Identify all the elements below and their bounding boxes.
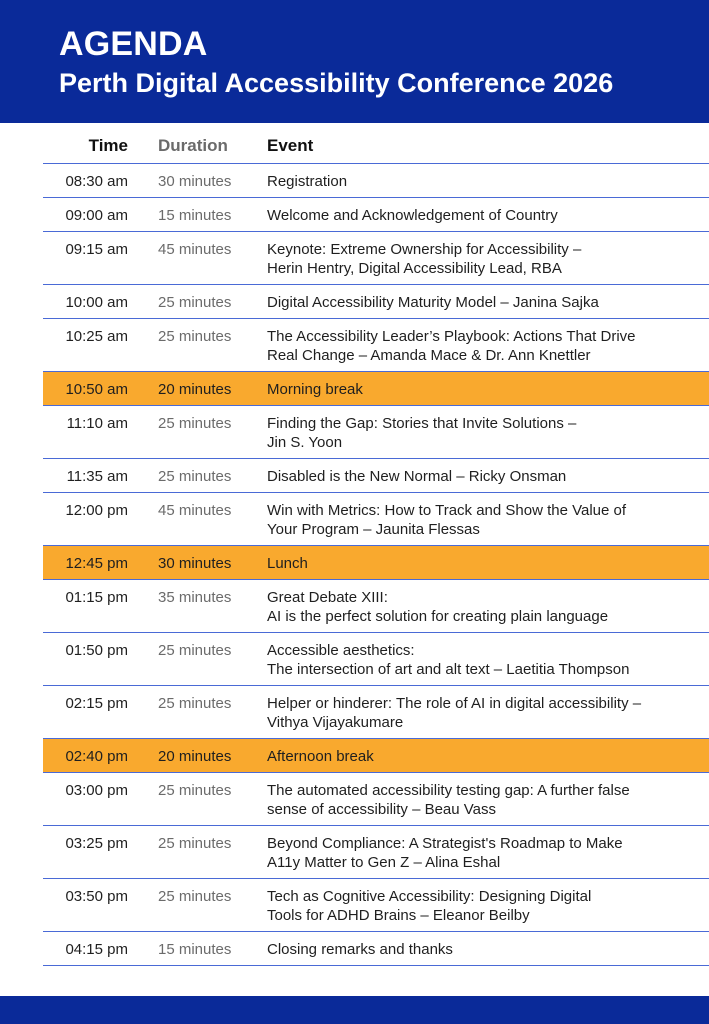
row-event-line: Vithya Vijayakumare	[267, 714, 404, 731]
row-event	[267, 887, 687, 925]
row-duration: 45 minutes	[158, 241, 232, 258]
row-time: 09:00 am	[65, 207, 128, 224]
row-duration: 45 minutes	[158, 502, 232, 519]
agenda-table-body	[43, 164, 709, 966]
row-event-line: Closing remarks and thanks	[267, 941, 453, 958]
agenda-row-break	[43, 546, 709, 580]
row-event-line: Your Program – Jaunita Flessas	[267, 521, 480, 538]
row-time: 03:00 pm	[65, 782, 128, 799]
row-duration: 30 minutes	[158, 173, 232, 190]
row-event	[267, 747, 687, 766]
row-event	[267, 206, 687, 225]
row-time: 03:25 pm	[65, 835, 128, 852]
row-time: 04:15 pm	[65, 941, 128, 958]
agenda-row	[43, 773, 709, 826]
row-event	[267, 240, 687, 278]
row-event	[267, 940, 687, 959]
row-time: 12:00 pm	[65, 502, 128, 519]
row-event-line: Keynote: Extreme Ownership for Accessibility –	[267, 241, 582, 258]
agenda-row	[43, 459, 709, 493]
row-event-line: Morning break	[267, 381, 363, 398]
row-event-line: Jin S. Yoon	[267, 434, 343, 451]
agenda-row	[43, 686, 709, 739]
column-header-event: Event	[267, 136, 314, 155]
row-event	[267, 293, 687, 312]
row-duration: 25 minutes	[158, 642, 232, 659]
row-time: 09:15 am	[65, 241, 128, 258]
row-event	[267, 694, 687, 732]
row-time: 01:50 pm	[65, 642, 128, 659]
row-time: 11:10 am	[66, 415, 128, 432]
row-time: 10:50 am	[65, 381, 128, 398]
agenda-row	[43, 879, 709, 932]
row-duration: 35 minutes	[158, 589, 232, 606]
row-event-line: Digital Accessibility Maturity Model – Janina Sajka	[267, 294, 599, 311]
row-duration: 25 minutes	[158, 695, 232, 712]
row-event-line: A11y Matter to Gen Z – Alina Eshal	[267, 854, 501, 871]
row-duration: 25 minutes	[158, 888, 232, 905]
row-event	[267, 834, 687, 872]
row-event-line: sense of accessibility – Beau Vass	[267, 801, 497, 818]
row-time: 11:35 am	[66, 468, 128, 485]
agenda-table-header	[43, 126, 709, 164]
row-event	[267, 554, 687, 573]
row-event-line: Disabled is the New Normal – Ricky Onsman	[267, 468, 567, 485]
row-time: 03:50 pm	[65, 888, 128, 905]
row-duration: 25 minutes	[158, 294, 232, 311]
row-event-line: Registration	[267, 173, 348, 190]
agenda-row	[43, 164, 709, 198]
row-event	[267, 327, 687, 365]
row-duration: 25 minutes	[158, 328, 232, 345]
agenda-row	[43, 198, 709, 232]
row-event-line: AI is the perfect solution for creating plain language	[267, 608, 609, 625]
row-event-line: Tech as Cognitive Accessibility: Designing Digital	[267, 888, 592, 905]
row-duration: 25 minutes	[158, 835, 232, 852]
row-event-line: Real Change – Amanda Mace & Dr. Ann Knettler	[267, 347, 591, 364]
agenda-row	[43, 232, 709, 285]
row-event	[267, 414, 687, 452]
row-event-line: Win with Metrics: How to Track and Show the Value of	[267, 502, 627, 519]
row-duration: 20 minutes	[158, 381, 232, 398]
row-duration: 15 minutes	[158, 207, 232, 224]
page-subtitle: Perth Digital Accessibility Conference 2026	[59, 68, 614, 98]
page-title: AGENDA	[59, 25, 208, 63]
row-event-line: Finding the Gap: Stories that Invite Solutions –	[267, 415, 577, 432]
row-event-line: Welcome and Acknowledgement of Country	[267, 207, 558, 224]
row-event-line: Tools for ADHD Brains – Eleanor Beilby	[267, 907, 530, 924]
column-header-duration: Duration	[158, 136, 228, 155]
agenda-row	[43, 406, 709, 459]
row-event-line: Herin Hentry, Digital Accessibility Lead, RBA	[267, 260, 562, 277]
agenda-row	[43, 932, 709, 966]
row-time: 12:45 pm	[65, 555, 128, 572]
agenda-row	[43, 319, 709, 372]
row-event	[267, 501, 687, 539]
row-event	[267, 641, 687, 679]
column-header-time: Time	[88, 136, 128, 155]
row-event-line: Beyond Compliance: A Strategist's Roadmap to Make	[267, 835, 623, 852]
row-event-line: Helper or hinderer: The role of AI in digital accessibility –	[267, 695, 642, 712]
row-event-line: The intersection of art and alt text – Laetitia Thompson	[267, 661, 630, 678]
agenda-row	[43, 633, 709, 686]
agenda-row	[43, 285, 709, 319]
row-event	[267, 467, 687, 486]
row-event	[267, 380, 687, 399]
row-time: 10:00 am	[65, 294, 128, 311]
footer-banner	[0, 996, 709, 1024]
agenda-row-break	[43, 372, 709, 406]
agenda-row	[43, 493, 709, 546]
row-time: 10:25 am	[65, 328, 128, 345]
row-event	[267, 172, 687, 191]
row-time: 02:40 pm	[65, 748, 128, 765]
row-event-line: Lunch	[267, 555, 308, 572]
row-duration: 15 minutes	[158, 941, 232, 958]
row-event-line: Great Debate XIII:	[267, 589, 388, 606]
agenda-row-break	[43, 739, 709, 773]
row-event	[267, 588, 687, 626]
row-duration: 25 minutes	[158, 415, 232, 432]
row-time: 02:15 pm	[65, 695, 128, 712]
row-duration: 20 minutes	[158, 748, 232, 765]
agenda-row	[43, 826, 709, 879]
row-duration: 30 minutes	[158, 555, 232, 572]
agenda-row	[43, 580, 709, 633]
row-event-line: The Accessibility Leader’s Playbook: Actions That Drive	[267, 328, 636, 345]
row-event-line: The automated accessibility testing gap: A further false	[267, 782, 630, 799]
row-duration: 25 minutes	[158, 782, 232, 799]
row-event-line: Afternoon break	[267, 748, 374, 765]
row-time: 01:15 pm	[65, 589, 128, 606]
row-time: 08:30 am	[65, 173, 128, 190]
row-event-line: Accessible aesthetics:	[267, 642, 415, 659]
row-duration: 25 minutes	[158, 468, 232, 485]
header-banner	[0, 0, 709, 123]
row-event	[267, 781, 687, 819]
